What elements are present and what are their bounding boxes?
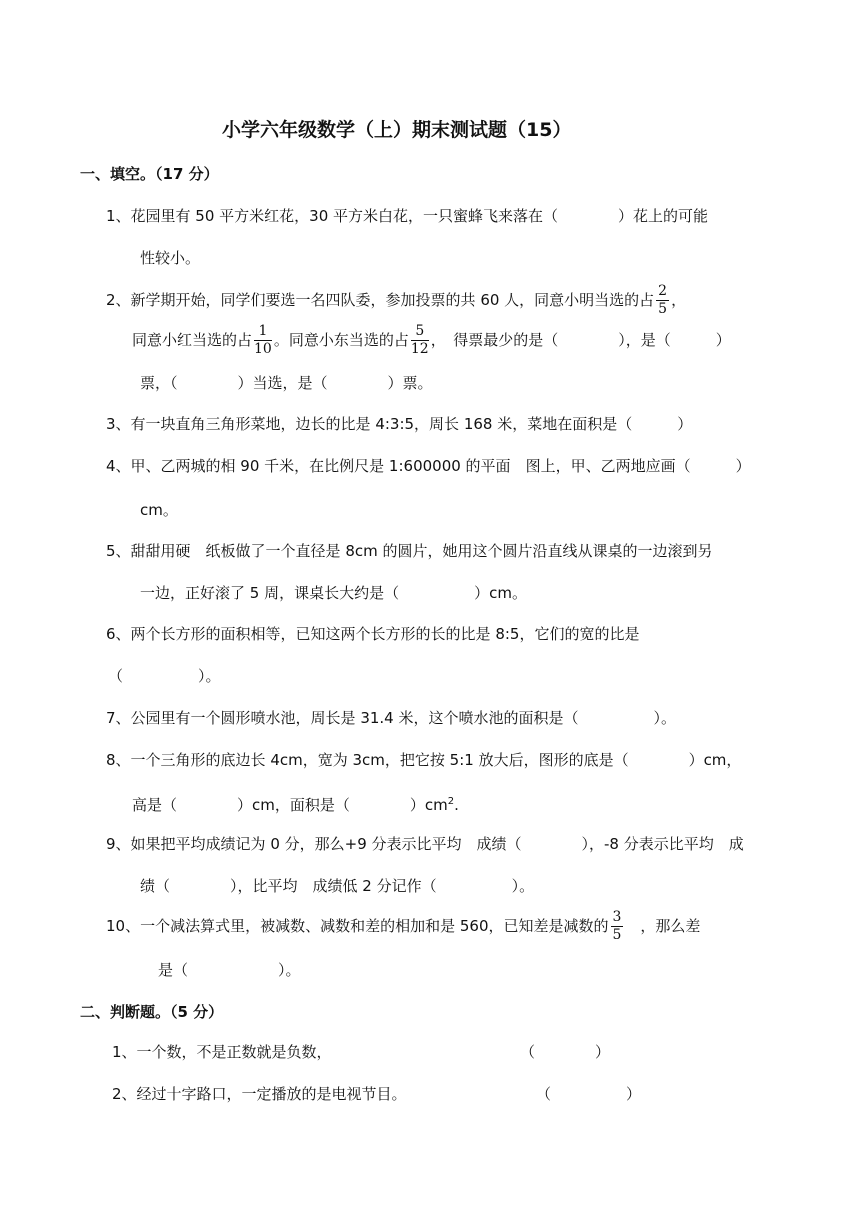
question-4-line-1: 4、甲、乙两城的相 90 千米，在比例尺是 1:600000 的平面 图上，甲、乙两地应画（ ） [106,457,751,475]
question-5-line-2: 一边，正好滚了 5 周，课桌长大约是（ ）cm。 [140,584,527,602]
question-2-line-1: 2、新学期开始，同学们要选一名四队委，参加投票的共 60 人，同意小明当选的占 $\frac{2}{5}$ ， [106,283,687,317]
section-fill-blank-heading: 一、填空。（17 分） [80,165,219,183]
judge-1-answer-bracket[interactable]: （ ） [520,1043,611,1061]
question-2-line-2: 同意小红当选的占 $\frac{1}{10}$ 。同意小东当选的占 $\frac{5}{12}$ ， 得票最少的是（ ），是（ ） [132,323,731,357]
question-5-line-1: 5、甜甜用硬 纸板做了一个直径是 8cm 的圆片，她用这个圆片沿直线从课桌的一边滚到另 [106,542,713,560]
question-4-line-2: cm。 [140,501,178,519]
fraction-one-tenth: $\frac{1}{10}$ [254,323,272,357]
question-6-line-1: 6、两个长方形的面积相等，已知这两个长方形的长的比是 8:5，它们的宽的比是 [106,625,640,643]
fraction-five-twelfths: $\frac{5}{12}$ [410,323,429,357]
question-6-line-2: （ ）。 [108,667,221,685]
question-1-line-2: 性较小。 [140,249,201,267]
fraction-three-fifths: $\frac{3}{5}$ [612,909,622,943]
judge-1-text: 1、一个数，不是正数就是负数， [112,1043,332,1061]
question-3-line-1: 3、有一块直角三角形菜地，边长的比是 4:3:5，周长 168 米，菜地在面积是（ ） [106,415,693,433]
question-9-line-1: 9、如果把平均成绩记为 0 分，那么+9 分表示比平均 成绩（ ），-8 分表示比平均 成 [106,835,744,853]
judge-2-answer-bracket[interactable]: （ ） [536,1085,642,1103]
judge-2-text: 2、经过十字路口，一定播放的是电视节目。 [112,1085,407,1103]
question-1-line-1: 1、花园里有 50 平方米红花，30 平方米白花，一只蜜蜂飞来落在（ ）花上的可能 [106,207,709,225]
question-10-line-1: 10、一个减法算式里，被减数、减数和差的相加和是 560，已知差是减数的 $\frac{3}{5}$ ，那么差 [106,909,701,943]
question-9-line-2: 绩（ ），比平均 成绩低 2 分记作（ ）。 [140,877,535,895]
question-10-line-2: 是（ ）。 [158,961,301,979]
question-2-text: 2、新学期开始，同学们要选一名四队委，参加投票的共 60 人，同意小明当选的占 [106,291,655,309]
question-8-line-1: 8、一个三角形的底边长 4cm，宽为 3cm，把它按 5:1 放大后，图形的底是（ ）cm， [106,751,742,769]
question-8-line-2: 高是（ ）cm，面积是（ ）$cm^2$. [132,796,459,814]
question-7-line-1: 7、公园里有一个圆形喷水池，周长是 31.4 米，这个喷水池的面积是（ ）。 [106,709,676,727]
section-true-false-heading: 二、判断题。（5 分） [80,1003,224,1021]
question-2-line-3: 票，（ ）当选，是（ ）票。 [140,374,433,392]
page-title: 小学六年级数学（上）期末测试题（15） [222,119,572,141]
fraction-two-fifths: $\frac{2}{5}$ [658,283,668,317]
